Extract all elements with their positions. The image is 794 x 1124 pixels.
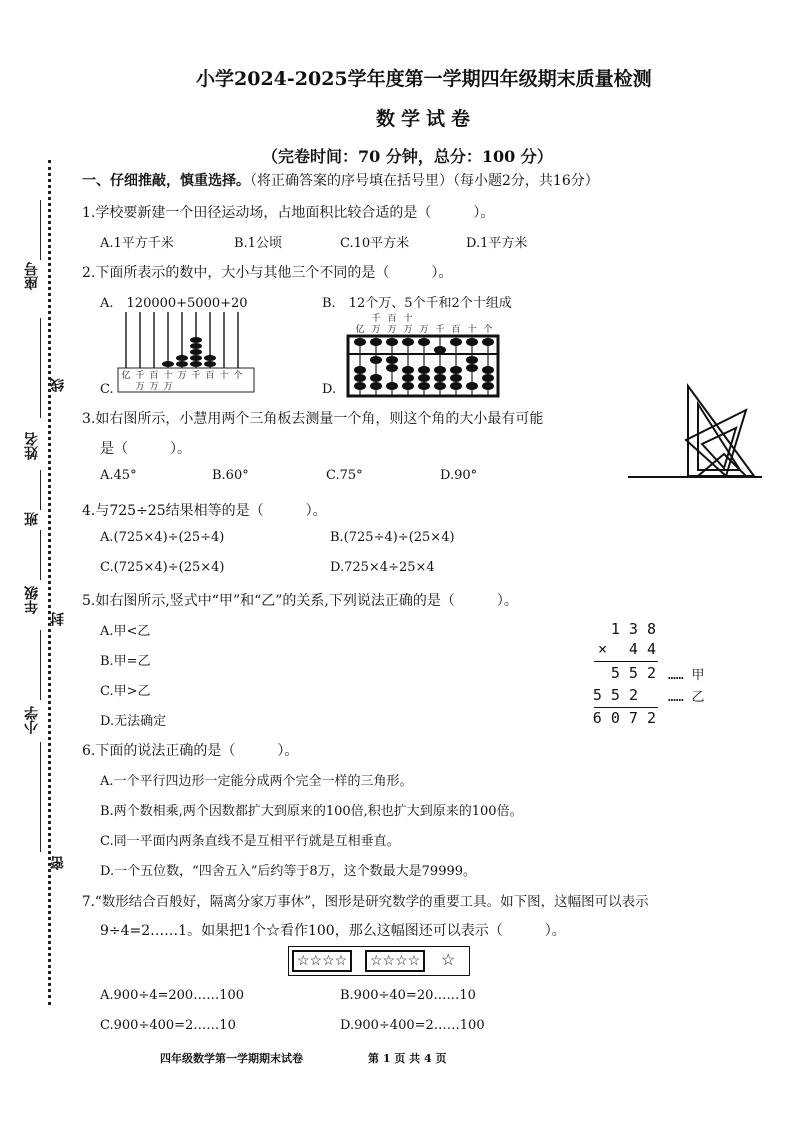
secret-label: 密 <box>50 856 66 870</box>
question-3-stem: 3.如右图所示，小慧用两个三角板去测量一个角，则这个角的大小最有可能 <box>82 411 544 427</box>
q2-option-c-label: C. <box>100 382 114 397</box>
q6-option-d: D.一个五位数，“四舍五入”后约等于8万，这个数最大是79999。 <box>100 864 477 879</box>
q1-option-b: B.1公顷 <box>234 236 282 251</box>
grade-blank-line <box>40 530 41 580</box>
school-blank-line <box>40 630 41 700</box>
times-sign: × <box>598 640 608 658</box>
abacus-d-label: 个 <box>483 325 493 335</box>
q6-option-a: A.一个平行四边形一定能分成两个完全一样的三角形。 <box>100 774 413 789</box>
q1-option-a: A.1平方千米 <box>100 236 174 251</box>
question-4-stem: 4.与725÷25结果相等的是（ ）。 <box>82 503 327 519</box>
page-number: 第 1 页 共 4 页 <box>368 1052 447 1065</box>
abacus-d <box>340 312 500 398</box>
abacus-c-label: 十 <box>219 371 229 381</box>
abacus-c-label: 百 <box>205 371 215 381</box>
abacus-c-label: 十 <box>163 371 173 381</box>
set-square-figure <box>626 380 766 480</box>
abacus-c-sublabel: 万 <box>163 382 173 392</box>
partial-product-jia: 5 5 2 <box>610 664 656 682</box>
star-figure <box>288 946 470 976</box>
abacus-c-label: 千 <box>135 371 145 381</box>
mark-jia: …… 甲 <box>668 668 705 683</box>
divider-line-1 <box>594 661 658 662</box>
grade-label: 年级 <box>24 586 40 614</box>
abacus-d-top-label: 十 <box>403 314 413 324</box>
question-7-stem-cont: 9÷4=2……1。如果把1个☆看作100，那么这幅图还可以表示（ ）。 <box>100 923 566 939</box>
q5-option-a: A.甲<乙 <box>100 624 151 639</box>
class-label: 班 <box>24 512 40 526</box>
partial-product-yi: 5 5 2 <box>592 686 638 704</box>
q2-option-b: B. 12个万、5个千和2个十组成 <box>322 296 512 311</box>
q5-option-d: D.无法确定 <box>100 714 167 729</box>
mark-yi: …… 乙 <box>668 690 705 705</box>
q3-option-a: A.45° <box>100 468 137 483</box>
abacus-c <box>116 312 256 394</box>
abacus-c-label: 亿 <box>121 371 131 381</box>
q4-option-b: B.(725÷4)÷(25×4) <box>330 530 455 545</box>
q4-option-c: C.(725×4)÷(25×4) <box>100 560 225 575</box>
binding-dotted-line <box>48 160 51 1005</box>
q6-option-b: B.两个数相乘,两个因数都扩大到原来的100倍,积也扩大到原来的100倍。 <box>100 804 523 819</box>
abacus-d-label: 万 <box>387 325 397 335</box>
abacus-c-label: 百 <box>149 371 159 381</box>
section-title: 一、仔细推敲，慎重选择。 <box>82 173 250 189</box>
q5-option-b: B.甲=乙 <box>100 654 151 669</box>
seat-label: 座号 <box>24 262 40 290</box>
q2-option-d-label: D. <box>322 382 337 397</box>
exam-subtitle: 数学试卷 <box>376 108 477 130</box>
q1-option-d: D.1平方米 <box>466 236 528 251</box>
line-label: 线 <box>50 378 66 392</box>
q3-option-b: B.60° <box>212 468 249 483</box>
seat-blank-line <box>40 200 41 260</box>
abacus-c-sublabel: 万 <box>135 382 145 392</box>
school-label: 小学 <box>24 706 40 734</box>
q4-option-a: A.(725×4)÷(25÷4) <box>100 530 225 545</box>
question-5-stem: 5.如右图所示,竖式中“甲”和“乙”的关系,下列说法正确的是（ ）。 <box>82 593 518 609</box>
exam-time-info: （完卷时间：70 分钟，总分：100 分） <box>262 147 553 166</box>
q1-option-c: C.10平方米 <box>340 236 410 251</box>
section-heading <box>82 170 599 190</box>
abacus-c-label: 千 <box>191 371 201 381</box>
product-result: 6 0 7 2 <box>592 709 656 727</box>
divider-line-2 <box>594 707 658 708</box>
q7-option-b: B.900÷40=20……10 <box>340 988 476 1003</box>
vertical-multiplication <box>590 620 720 730</box>
q3-option-c: C.75° <box>326 468 363 483</box>
multiplier: 4 4 <box>628 640 656 658</box>
q6-option-c: C.同一平面内两条直线不是互相平行就是互相垂直。 <box>100 834 400 849</box>
section-instruction: （将正确答案的序号填在括号里）（每小题2分，共16分） <box>250 173 599 189</box>
question-1-stem: 1.学校要新建一个田径运动场，占地面积比较合适的是（ ）。 <box>82 205 495 221</box>
question-6-stem: 6.下面的说法正确的是（ ）。 <box>82 743 299 759</box>
star-group-2: ☆☆☆☆ <box>365 950 425 972</box>
abacus-d-label: 亿 <box>355 325 365 335</box>
question-2-stem: 2.下面所表示的数中，大小与其他三个不同的是（ ）。 <box>82 265 453 281</box>
seal-label: 封 <box>50 612 66 626</box>
abacus-d-label: 十 <box>467 325 477 335</box>
star-group-1: ☆☆☆☆ <box>292 950 352 972</box>
exam-title: 小学2024-2025学年度第一学期四年级期末质量检测 <box>196 68 652 90</box>
footer-title: 四年级数学第一学期期末试卷 <box>160 1052 303 1065</box>
name-label: 姓名 <box>24 432 40 460</box>
abacus-d-top-label: 千 <box>371 314 381 324</box>
q5-option-c: C.甲>乙 <box>100 684 151 699</box>
multiplicand: 1 3 8 <box>610 620 656 638</box>
abacus-c-label: 个 <box>233 371 243 381</box>
question-7-stem: 7.“数形结合百般好，隔离分家万事休”，图形是研究数学的重要工具。如下图，这幅图可以表示 <box>82 894 649 910</box>
q3-option-d: D.90° <box>440 468 478 483</box>
q7-option-a: A.900÷4=200……100 <box>100 988 245 1003</box>
class-blank-line <box>40 470 41 510</box>
abacus-d-label: 千 <box>435 325 445 335</box>
abacus-d-label: 百 <box>451 325 461 335</box>
question-3-stem-cont: 是（ ）。 <box>100 441 191 457</box>
secret-blank-line <box>40 742 41 852</box>
q2-option-a: A. 120000+5000+20 <box>100 296 248 311</box>
q7-option-d: D.900÷400=2……100 <box>340 1018 485 1033</box>
abacus-c-sublabel: 万 <box>149 382 159 392</box>
abacus-c-label: 万 <box>177 371 187 381</box>
abacus-d-label: 万 <box>371 325 381 335</box>
star-single: ☆ <box>441 950 456 969</box>
abacus-d-top-label: 百 <box>387 314 397 324</box>
name-blank-line <box>40 318 41 418</box>
abacus-d-label: 万 <box>403 325 413 335</box>
q7-option-c: C.900÷400=2……10 <box>100 1018 236 1033</box>
abacus-d-label: 万 <box>419 325 429 335</box>
q4-option-d: D.725×4÷25×4 <box>330 560 435 575</box>
